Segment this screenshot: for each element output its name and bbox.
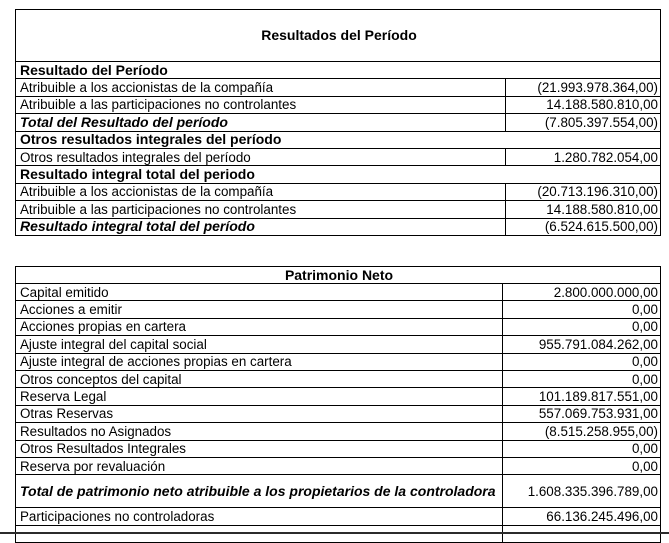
row-value: (21.993.978.364,00) — [506, 79, 661, 96]
table-row — [16, 284, 661, 301]
patrimonio-header-row — [16, 267, 661, 284]
total-value: 1.608.335.396.789,00 — [503, 475, 661, 508]
row-value: 101.189.817.551,00 — [503, 388, 661, 405]
row-label: Otros conceptos del capital — [16, 370, 503, 387]
row-label: Atribuible a las participaciones no controlantes — [16, 96, 506, 113]
row-value: 14.188.580.810,00 — [506, 201, 661, 218]
table-row — [16, 96, 661, 113]
row-label: Acciones propias en cartera — [16, 318, 503, 335]
row-label: Atribuible a los accionistas de la compañía — [16, 183, 506, 200]
row-label: Atribuible a los accionistas de la compañía — [16, 79, 506, 96]
table-row — [16, 301, 661, 318]
table-row — [16, 508, 661, 525]
row-label: Otros resultados integrales del período — [16, 148, 506, 165]
table-row — [16, 440, 661, 457]
row-value: 557.069.753.931,00 — [503, 405, 661, 422]
table-row — [16, 62, 661, 79]
row-label: Ajuste integral de acciones propias en cartera — [16, 353, 503, 370]
row-label: Otros Resultados Integrales — [16, 440, 503, 457]
total-label: Total de patrimonio neto atribuible a los propietarios de la controladora — [16, 475, 503, 508]
resultados-title: Resultados del Período — [16, 10, 661, 62]
table-row — [16, 388, 661, 405]
table-row — [16, 370, 661, 387]
row-label: Participaciones no controladoras — [16, 508, 503, 525]
row-value: 0,00 — [503, 353, 661, 370]
row-value: 0,00 — [503, 301, 661, 318]
row-value: 0,00 — [503, 440, 661, 457]
row-value: (20.713.196.310,00) — [506, 183, 661, 200]
total-row — [16, 218, 661, 235]
row-label: Resultados no Asignados — [16, 423, 503, 440]
table-row — [16, 405, 661, 422]
table-row — [16, 336, 661, 353]
patrimonio-title: Patrimonio Neto — [16, 267, 661, 284]
row-value: 955.791.084.262,00 — [503, 336, 661, 353]
table-row — [16, 201, 661, 218]
total-label: Total del Resultado del período — [16, 114, 506, 131]
table-row — [16, 457, 661, 474]
row-value: 2.800.000.000,00 — [503, 284, 661, 301]
section-label: Resultado del Período — [16, 62, 661, 79]
section-label: Otros resultados integrales del período — [16, 131, 661, 148]
patrimonio-table — [15, 266, 661, 543]
total-value: (7.805.397.554,00) — [506, 114, 661, 131]
table-row — [16, 318, 661, 335]
total-label: Resultado integral total del período — [16, 218, 506, 235]
row-label: Reserva por revaluación — [16, 457, 503, 474]
row-label: Acciones a emitir — [16, 301, 503, 318]
resultados-table — [15, 9, 661, 236]
resultados-header-row — [16, 10, 661, 62]
row-label: Capital emitido — [16, 284, 503, 301]
total-value: (6.524.615.500,00) — [506, 218, 661, 235]
row-value: 1.280.782.054,00 — [506, 148, 661, 165]
row-label: Atribuible a las participaciones no controlantes — [16, 201, 506, 218]
section-label: Resultado integral total del periodo — [16, 166, 661, 183]
row-label: Otras Reservas — [16, 405, 503, 422]
row-value: 66.136.245.496,00 — [503, 508, 661, 525]
table-row — [16, 79, 661, 96]
row-value: 0,00 — [503, 318, 661, 335]
row-value: 0,00 — [503, 457, 661, 474]
row-label: Reserva Legal — [16, 388, 503, 405]
table-row — [16, 148, 661, 165]
table-row — [16, 353, 661, 370]
total-row — [16, 475, 661, 508]
table-row — [16, 183, 661, 200]
total-row — [16, 114, 661, 131]
table-row — [16, 423, 661, 440]
table-row — [16, 166, 661, 183]
table-row — [16, 131, 661, 148]
row-value: 0,00 — [503, 370, 661, 387]
row-value: 14.188.580.810,00 — [506, 96, 661, 113]
row-label: Ajuste integral del capital social — [16, 336, 503, 353]
row-value: (8.515.258.955,00) — [503, 423, 661, 440]
